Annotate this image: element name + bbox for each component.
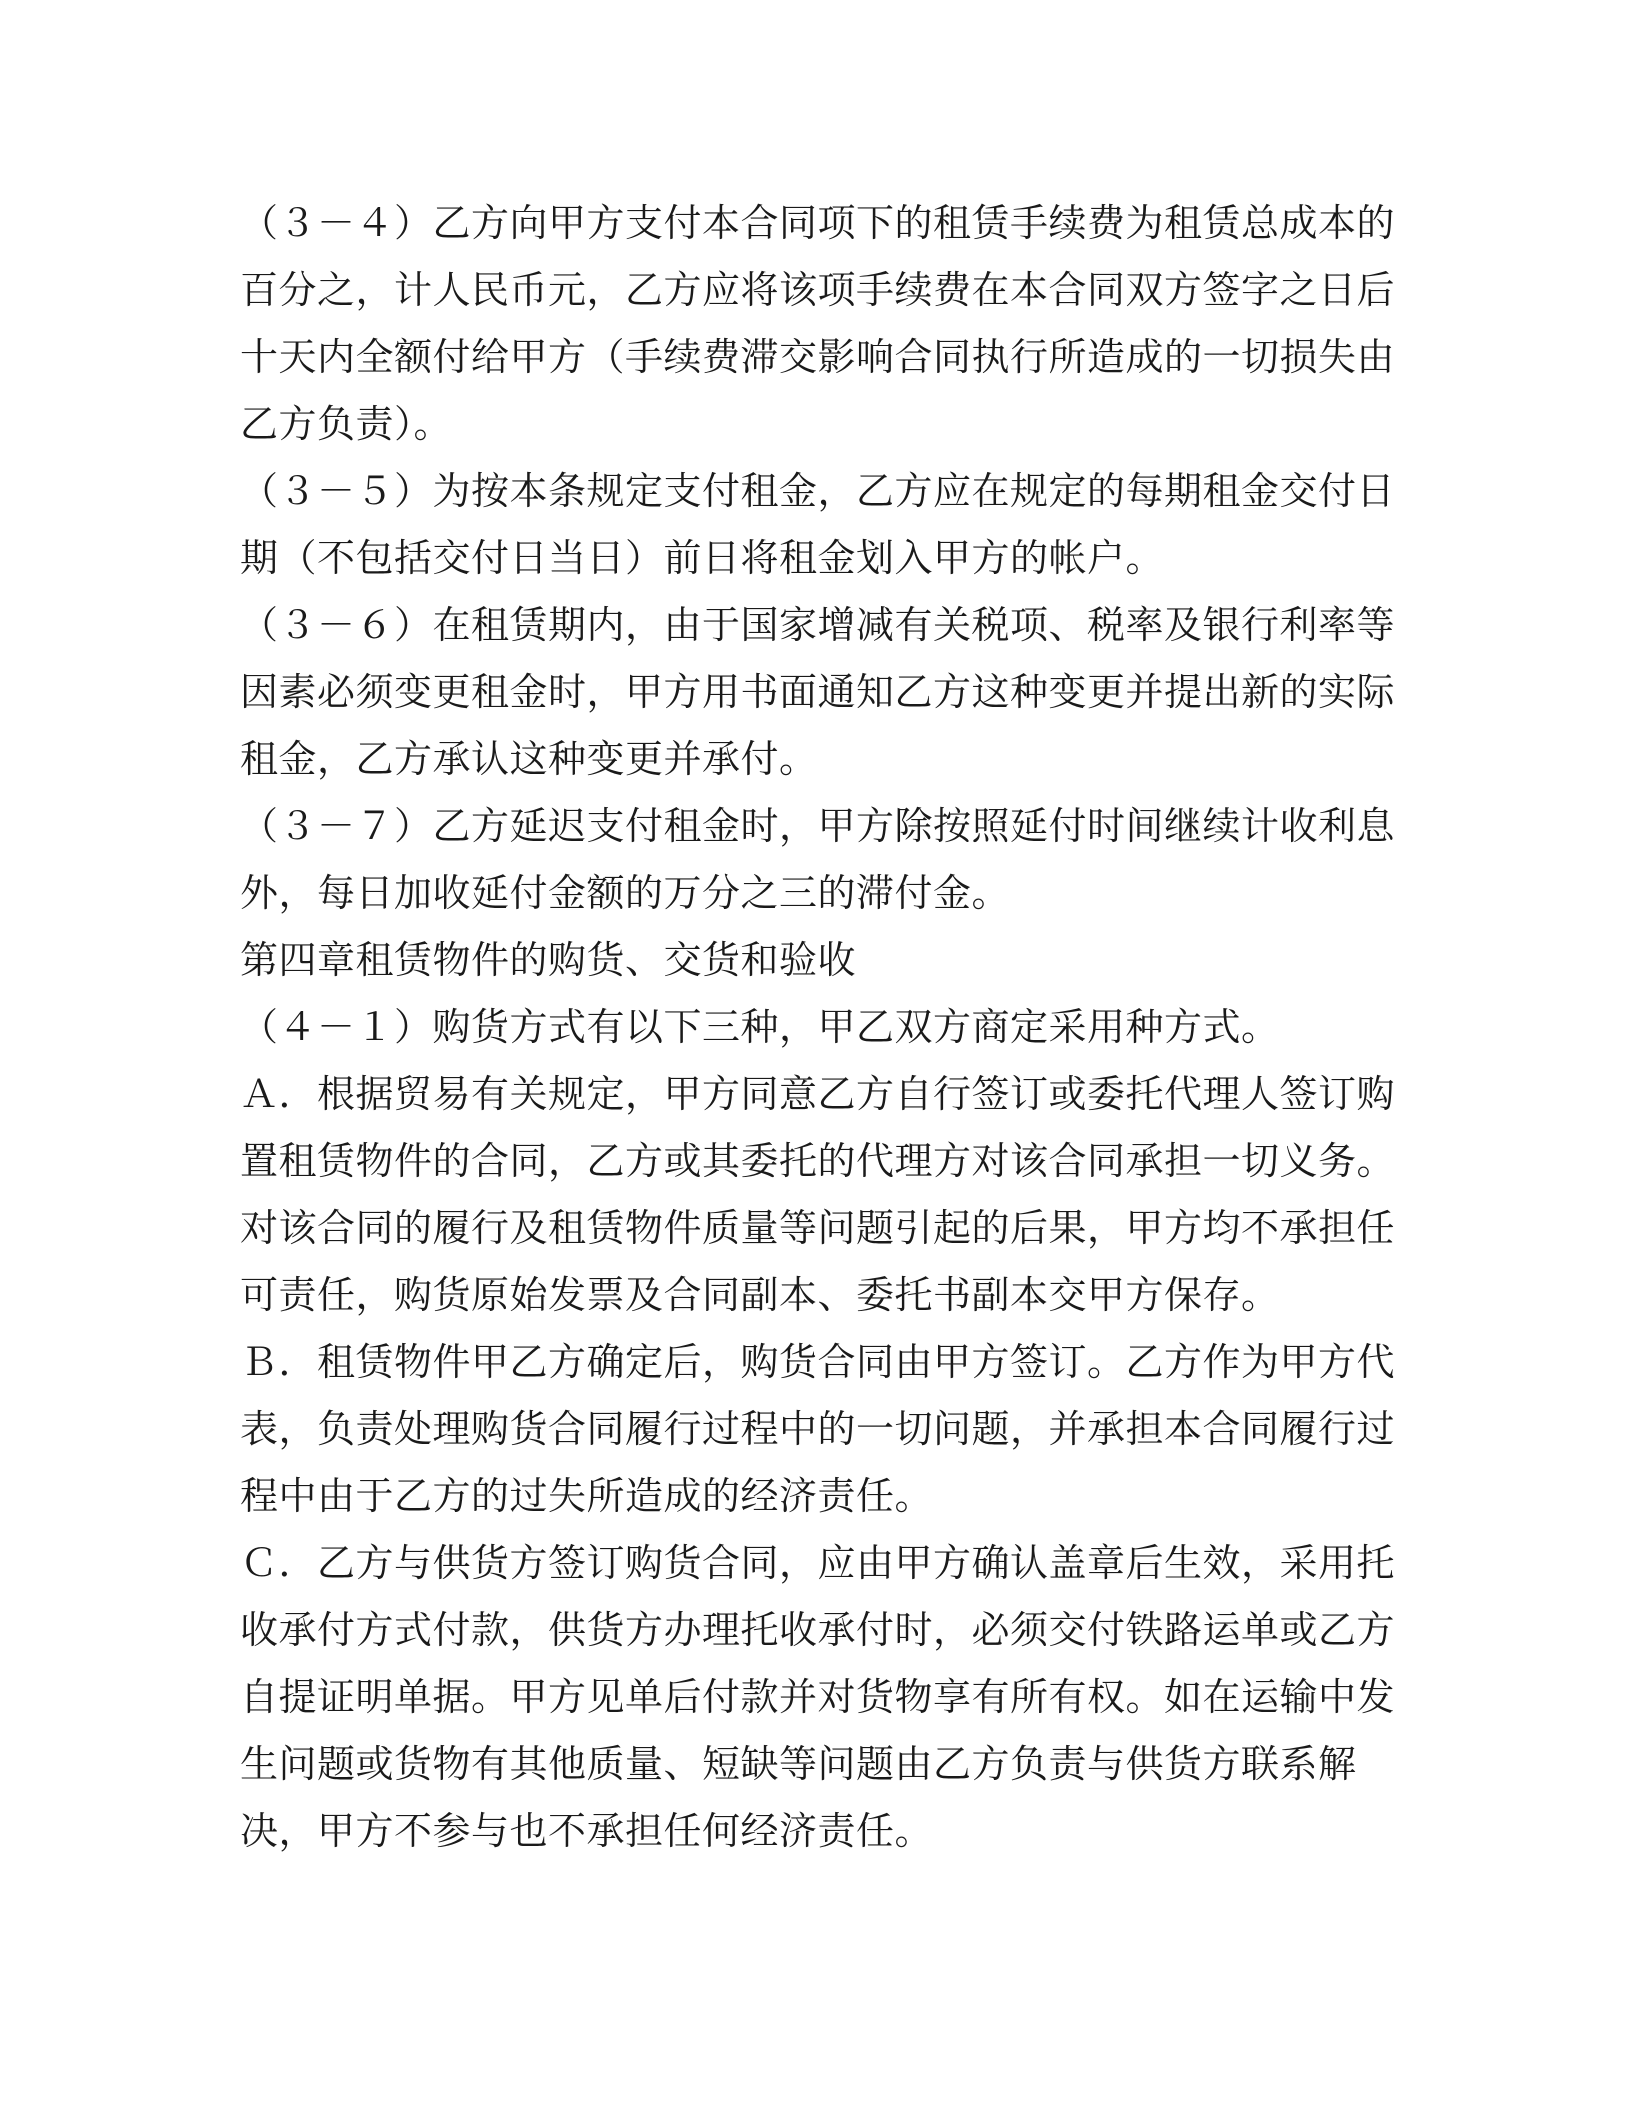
clause-3-7: （３－７）乙方延迟支付租金时，甲方除按照延付时间继续计收利息外，每日加收延付金额的万分之三的滞付金。 [240, 804, 1396, 915]
clause-4-1: （４－１）购货方式有以下三种，甲乙双方商定采用种方式。 [240, 1005, 1280, 1049]
clause-4-1-c: Ｃ．乙方与供货方签订购货合同，应由甲方确认盖章后生效，采用托收承付方式付款，供货方办理托收承付时，必须交付铁路运单或乙方自提证明单据。甲方见单后付款并对货物享有所有权。如在运输中发生问题或货物有其他质量、短缺等问题由乙方负责与供货方联系解决，甲方不参与也不承担任何经济责任。 [240, 1541, 1396, 1853]
clause-4-1-b: Ｂ．租赁物件甲乙方确定后，购货合同由甲方签订。乙方作为甲方代表，负责处理购货合同履行过程中的一切问题，并承担本合同履行过程中由于乙方的过失所造成的经济责任。 [240, 1340, 1396, 1518]
chapter-4-heading: 第四章租赁物件的购货、交货和验收 [240, 938, 857, 982]
clause-3-5: （３－５）为按本条规定支付租金，乙方应在规定的每期租金交付日期（不包括交付日当日）前日将租金划入甲方的帐户。 [240, 469, 1396, 580]
document-body [240, 190, 1400, 1865]
clause-3-6: （３－６）在租赁期内，由于国家增减有关税项、税率及银行利率等因素必须变更租金时，甲方用书面通知乙方这种变更并提出新的实际租金，乙方承认这种变更并承付。 [240, 603, 1396, 781]
clause-3-4: （３－４）乙方向甲方支付本合同项下的租赁手续费为租赁总成本的百分之，计人民币元，乙方应将该项手续费在本合同双方签字之日后十天内全额付给甲方（手续费滞交影响合同执行所造成的一切损失由乙方负责）。 [240, 201, 1396, 446]
clause-4-1-a: Ａ．根据贸易有关规定，甲方同意乙方自行签订或委托代理人签订购置租赁物件的合同，乙方或其委托的代理方对该合同承担一切义务。对该合同的履行及租赁物件质量等问题引起的后果，甲方均不承担任可责任，购货原始发票及合同副本、委托书副本交甲方保存。 [240, 1072, 1396, 1317]
